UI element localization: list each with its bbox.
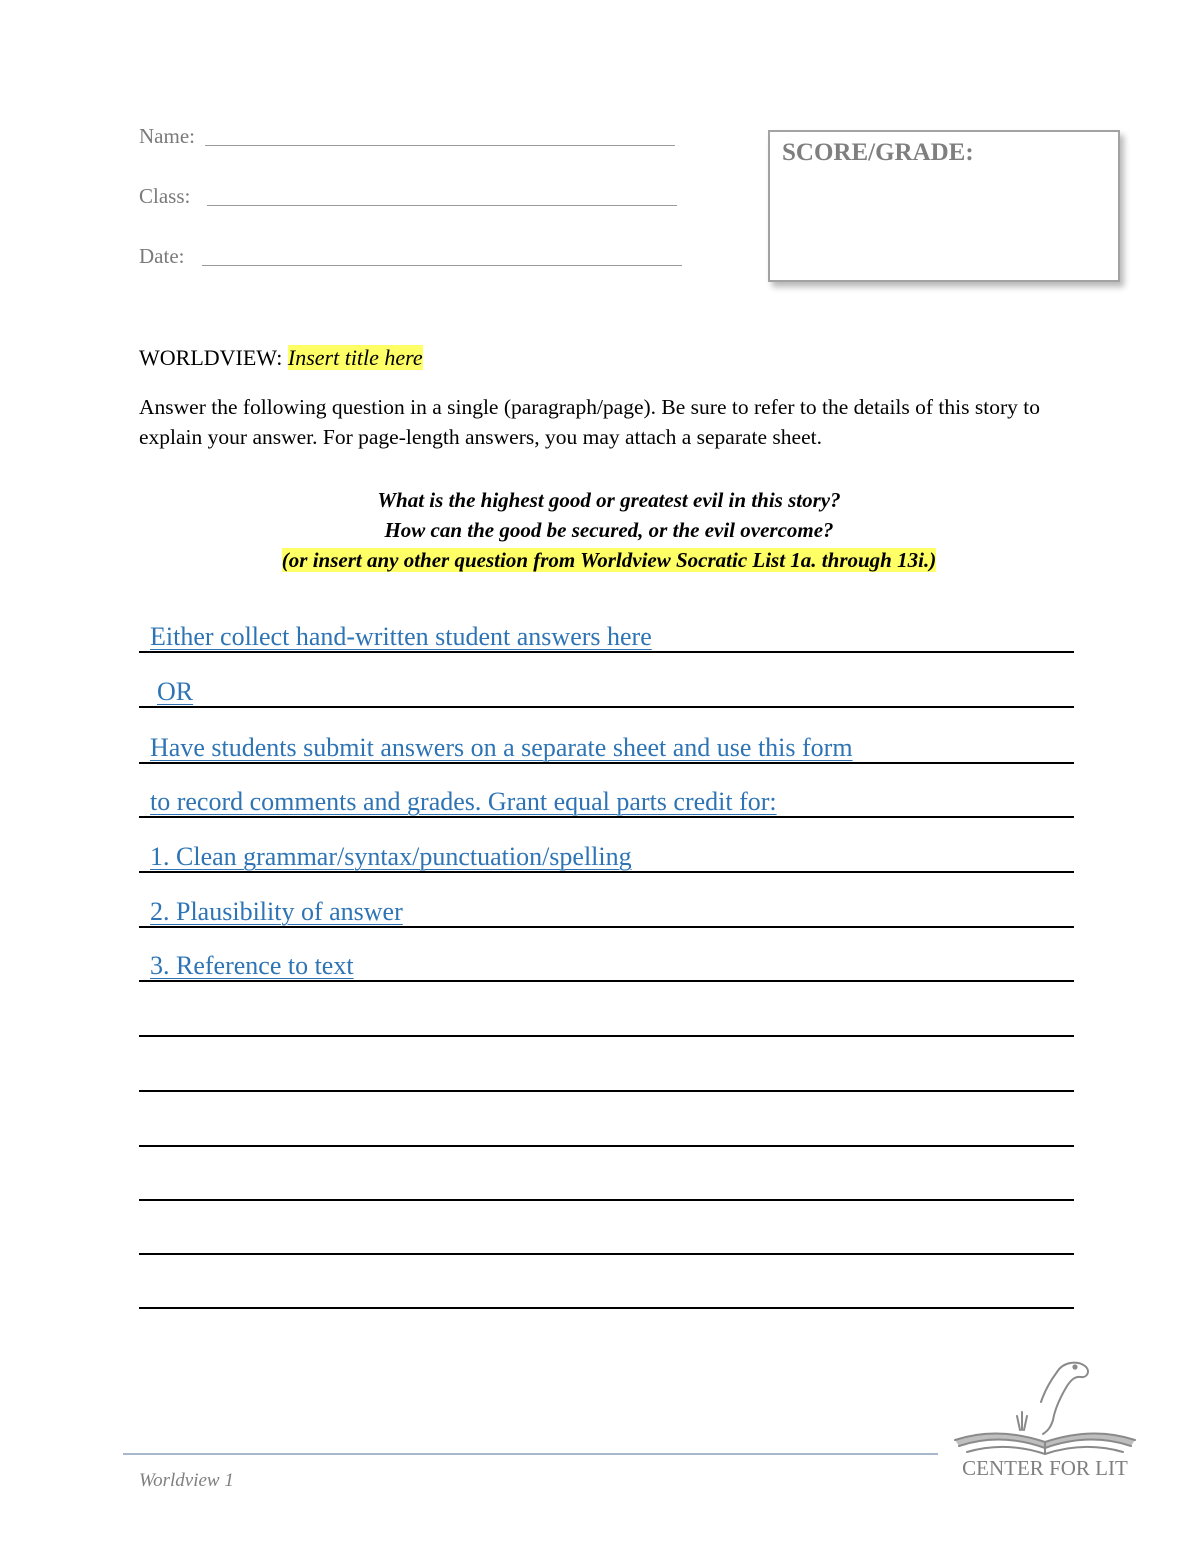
worldview-heading (139, 345, 423, 371)
answer-line[interactable] (139, 1159, 1074, 1201)
answer-line[interactable] (139, 611, 1074, 653)
answer-line[interactable] (139, 940, 1074, 982)
question-3-text: (or insert any other question from Worldview Socratic List 1a. through 13i.) (281, 548, 937, 572)
question-line-1 (139, 488, 1079, 513)
footer-page-label: Worldview 1 (139, 1470, 234, 1491)
instructions-paragraph: Answer the following question in a single (paragraph/page). Be sure to refer to the details of this story to explain your answer. For page-length answers, you may attach a separate sheet. (139, 395, 1040, 449)
date-line (202, 265, 682, 266)
date-label: Date: (139, 244, 185, 268)
answer-line-text: OR (157, 677, 194, 706)
answer-line-text: Have students submit answers on a separate sheet and use this form (150, 733, 853, 762)
answer-line[interactable] (139, 722, 1074, 764)
center-for-lit-logo (945, 1350, 1145, 1490)
question-line-3 (139, 548, 1079, 573)
question-line-2 (139, 518, 1079, 543)
date-field[interactable] (139, 244, 684, 274)
footer-rule (123, 1453, 938, 1455)
answer-line[interactable] (139, 1105, 1074, 1147)
class-field[interactable] (139, 184, 679, 214)
class-label: Class: (139, 184, 191, 208)
pelican-book-icon (945, 1350, 1145, 1460)
answer-line-text: 2. Plausibility of answer (150, 897, 403, 926)
worldview-title-placeholder[interactable]: Insert title here (287, 345, 423, 370)
score-grade-box[interactable] (768, 130, 1120, 282)
answer-line-text: 1. Clean grammar/syntax/punctuation/spelling (150, 842, 632, 871)
question-1-text: What is the highest good or greatest evil in this story? (377, 488, 841, 512)
answer-line[interactable] (139, 995, 1074, 1037)
center-for-lit-text: CENTER FOR LIT (962, 1456, 1128, 1480)
name-field[interactable] (139, 124, 679, 154)
answer-line-text: 3. Reference to text (150, 951, 354, 980)
worldview-prefix: WORLDVIEW: (139, 345, 288, 370)
answer-line[interactable] (139, 1267, 1074, 1309)
answer-line[interactable] (139, 831, 1074, 873)
answer-line[interactable] (139, 776, 1074, 818)
answer-line-text: to record comments and grades. Grant equal parts credit for: (150, 787, 777, 816)
name-label: Name: (139, 124, 195, 148)
answer-line[interactable] (139, 886, 1074, 928)
answer-line-text: Either collect hand-written student answers here (150, 622, 652, 651)
question-2-text: How can the good be secured, or the evil overcome? (384, 518, 834, 542)
answer-line[interactable] (139, 1213, 1074, 1255)
answer-line[interactable] (139, 666, 1074, 708)
answer-line[interactable] (139, 1050, 1074, 1092)
name-line (205, 145, 675, 146)
score-grade-label: SCORE/GRADE: (782, 139, 974, 166)
class-line (207, 205, 677, 206)
